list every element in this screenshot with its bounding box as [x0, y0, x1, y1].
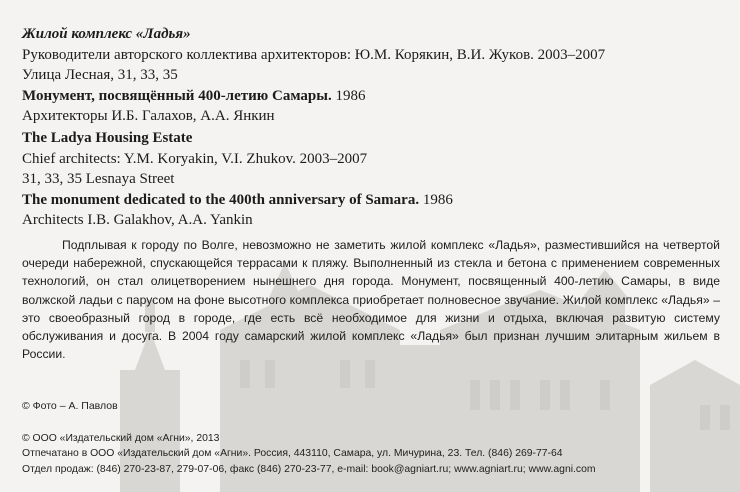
- russian-architects: Руководители авторского коллектива архитекторов: Ю.М. Корякин, В.И. Жуков. 2003–2007: [22, 46, 606, 63]
- english-architects: Chief architects: Y.M. Koryakin, V.I. Zhukov. 2003–2007: [22, 150, 368, 167]
- russian-heading-block: [22, 24, 605, 127]
- english-title: The Ladya Housing Estate: [22, 130, 193, 146]
- russian-monument-architects: Архитекторы И.Б. Галахов, А.А. Янкин: [22, 108, 275, 124]
- english-monument-year: 1986: [419, 191, 453, 208]
- russian-address: Улица Лесная, 31, 33, 35: [22, 67, 178, 83]
- english-heading-block: [22, 128, 453, 231]
- russian-title: Жилой комплекс «Ладья»: [22, 26, 191, 42]
- english-monument-line: [22, 190, 453, 211]
- photo-credit: © Фото – А. Павлов: [22, 400, 118, 412]
- description-paragraph: [22, 236, 720, 363]
- footer-printed: Отпечатано в ООО «Издательский дом «Агни». Россия, 443110, Самара, ул. Мичурина, 23. Тел. (846) 269-77-64: [22, 448, 563, 460]
- english-monument-architects: Architects I.B. Galakhov, A.A. Yankin: [22, 212, 253, 228]
- footer-copyright: © ООО «Издательский дом «Агни», 2013: [22, 433, 220, 444]
- russian-monument-year: 1986: [331, 87, 366, 104]
- russian-monument-title: Монумент, посвящённый 400-летию Самары.: [22, 87, 332, 104]
- english-address: 31, 33, 35 Lesnaya Street: [22, 171, 175, 187]
- publisher-footer: [22, 431, 596, 477]
- english-monument-title: The monument dedicated to the 400th anniversary of Samara.: [22, 191, 420, 208]
- description-text: Подплывая к городу по Волге, невозможно не заметить жилой комплекс «Ладья», разместившийся на четвертой очереди набережной, спускающейся террасами к пляжу. Выполненный из стекла и бетона с применением современных технологий, он стал олицетворением нынешнего дня города. Монумент, посвященный 400-летию Самары, в виде волжской ладьи с парусом на фоне высотного комплекса приобретает полновесное звучание. Жилой комплекс «Ладья» – это своеобразный город в городе, где есть всё необходимое для жизни и отдыха, включая развитую систему обслуживания и досуга. В 2004 году самарский жилой комплекс «Ладья» был признан лучшим элитарным жильем в России.: [22, 238, 720, 362]
- footer-sales: Отдел продаж: (846) 270-23-87, 279-07-06, факс (846) 270-23-77, e-mail: book@agniart.ru; www.agniart.ru; www.agni.com: [22, 463, 596, 475]
- russian-monument-line: [22, 86, 605, 107]
